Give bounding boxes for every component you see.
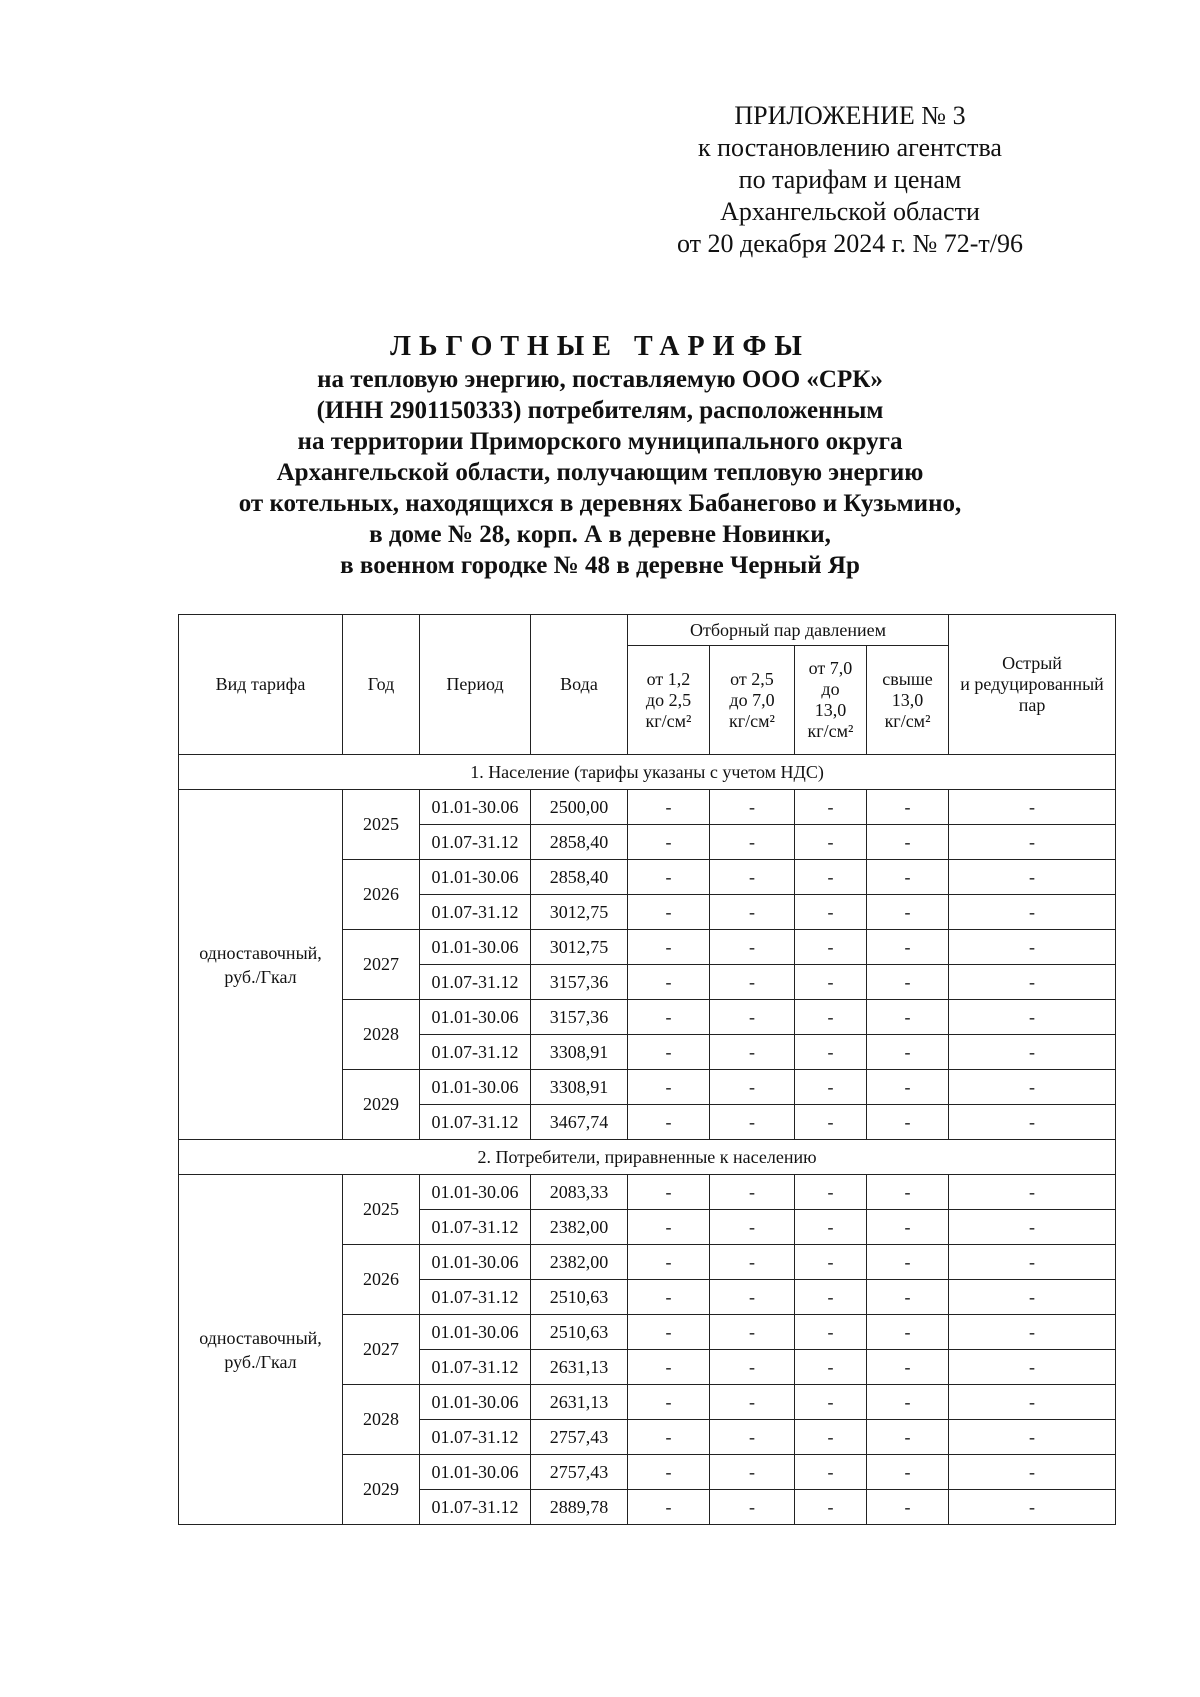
steam-tariff-cell: - — [628, 965, 710, 1000]
steam-tariff-cell: - — [710, 1245, 795, 1280]
steam-tariff-cell: - — [949, 1000, 1116, 1035]
steam-tariff-cell: - — [710, 1385, 795, 1420]
steam-tariff-cell: - — [628, 1105, 710, 1140]
appendix-number: ПРИЛОЖЕНИЕ № 3 — [734, 101, 966, 130]
period-cell: 01.01-30.06 — [420, 1455, 531, 1490]
steam-tariff-cell: - — [949, 1105, 1116, 1140]
steam-tariff-cell: - — [628, 1070, 710, 1105]
steam-tariff-cell: - — [710, 1420, 795, 1455]
table-row — [179, 1175, 1116, 1210]
steam-tariff-cell: - — [710, 1105, 795, 1140]
header-period: Период — [420, 615, 531, 755]
steam-tariff-cell: - — [795, 1175, 867, 1210]
header-text-line: от 2,5 — [730, 668, 774, 689]
header-sharp-steam — [949, 615, 1116, 755]
steam-tariff-cell: - — [867, 895, 949, 930]
section-row — [179, 755, 1116, 790]
steam-tariff-cell: - — [710, 1175, 795, 1210]
water-tariff-cell: 2757,43 — [531, 1420, 628, 1455]
header-steam-1-2-5 — [628, 646, 710, 755]
tariff-type-line: руб./Гкал — [224, 1351, 297, 1372]
water-tariff-cell: 3157,36 — [531, 965, 628, 1000]
header-text-line: до 7,0 — [729, 689, 775, 710]
section-row — [179, 1140, 1116, 1175]
steam-tariff-cell: - — [949, 825, 1116, 860]
steam-tariff-cell: - — [795, 895, 867, 930]
steam-tariff-cell: - — [867, 1455, 949, 1490]
steam-tariff-cell: - — [795, 1245, 867, 1280]
steam-tariff-cell: - — [628, 1035, 710, 1070]
steam-tariff-cell: - — [628, 825, 710, 860]
steam-tariff-cell: - — [795, 930, 867, 965]
steam-tariff-cell: - — [867, 930, 949, 965]
steam-tariff-cell: - — [710, 965, 795, 1000]
steam-tariff-cell: - — [949, 1350, 1116, 1385]
steam-tariff-cell: - — [710, 790, 795, 825]
steam-tariff-cell: - — [867, 1105, 949, 1140]
water-tariff-cell: 2631,13 — [531, 1385, 628, 1420]
steam-tariff-cell: - — [949, 895, 1116, 930]
steam-tariff-cell: - — [628, 1280, 710, 1315]
section-title: 2. Потребители, приравненные к населению — [179, 1140, 1116, 1175]
period-cell: 01.07-31.12 — [420, 825, 531, 860]
title-line: (ИНН 2901150333) потребителям, расположенным — [316, 397, 884, 424]
steam-tariff-cell: - — [710, 1455, 795, 1490]
steam-tariff-cell: - — [867, 1420, 949, 1455]
period-cell: 01.01-30.06 — [420, 1315, 531, 1350]
tariff-type-cell — [179, 790, 343, 1140]
steam-tariff-cell: - — [628, 1490, 710, 1525]
title-line: на тепловую энергию, поставляемую ООО «СРК» — [317, 366, 883, 393]
steam-tariff-cell: - — [867, 1035, 949, 1070]
header-tariff-type: Вид тарифа — [179, 615, 343, 755]
period-cell: 01.01-30.06 — [420, 860, 531, 895]
title-line: в доме № 28, корп. А в деревне Новинки, — [369, 521, 831, 548]
tariff-type-line: одноставочный, — [199, 1327, 322, 1348]
period-cell: 01.07-31.12 — [420, 1035, 531, 1070]
steam-tariff-cell: - — [710, 1280, 795, 1315]
header-text-line: Острый — [1002, 653, 1062, 673]
steam-tariff-cell: - — [867, 1000, 949, 1035]
steam-tariff-cell: - — [949, 1420, 1116, 1455]
water-tariff-cell: 2500,00 — [531, 790, 628, 825]
steam-tariff-cell: - — [795, 1455, 867, 1490]
header-water: Вода — [531, 615, 628, 755]
water-tariff-cell: 2083,33 — [531, 1175, 628, 1210]
tariff-type-cell — [179, 1175, 343, 1525]
steam-tariff-cell: - — [628, 1455, 710, 1490]
steam-tariff-cell: - — [628, 1315, 710, 1350]
steam-tariff-cell: - — [795, 1035, 867, 1070]
water-tariff-cell: 3308,91 — [531, 1070, 628, 1105]
steam-tariff-cell: - — [867, 1315, 949, 1350]
water-tariff-cell: 3467,74 — [531, 1105, 628, 1140]
water-tariff-cell: 2631,13 — [531, 1350, 628, 1385]
steam-tariff-cell: - — [867, 1385, 949, 1420]
steam-tariff-cell: - — [628, 1000, 710, 1035]
steam-tariff-cell: - — [867, 1490, 949, 1525]
period-cell: 01.07-31.12 — [420, 1280, 531, 1315]
steam-tariff-cell: - — [867, 1280, 949, 1315]
steam-tariff-cell: - — [710, 895, 795, 930]
steam-tariff-cell: - — [710, 1490, 795, 1525]
steam-tariff-cell: - — [795, 1105, 867, 1140]
steam-tariff-cell: - — [710, 1035, 795, 1070]
period-cell: 01.07-31.12 — [420, 895, 531, 930]
year-cell: 2026 — [343, 1245, 420, 1315]
appendix-date: от 20 декабря 2024 г. № 72-т/96 — [676, 229, 1024, 258]
steam-tariff-cell: - — [949, 1280, 1116, 1315]
period-cell: 01.01-30.06 — [420, 790, 531, 825]
steam-tariff-cell: - — [710, 1210, 795, 1245]
section-title: 1. Население (тарифы указаны с учетом НДС) — [179, 755, 1116, 790]
steam-tariff-cell: - — [949, 1210, 1116, 1245]
header-text-line: свыше — [882, 668, 933, 689]
steam-tariff-cell: - — [710, 1070, 795, 1105]
water-tariff-cell: 3157,36 — [531, 1000, 628, 1035]
period-cell: 01.01-30.06 — [420, 1175, 531, 1210]
steam-tariff-cell: - — [795, 1280, 867, 1315]
steam-tariff-cell: - — [949, 1070, 1116, 1105]
header-year: Год — [343, 615, 420, 755]
year-cell: 2027 — [343, 930, 420, 1000]
steam-tariff-cell: - — [949, 1385, 1116, 1420]
header-text-line: кг/см² — [645, 710, 692, 731]
water-tariff-cell: 3012,75 — [531, 930, 628, 965]
title-line: Архангельской области, получающим тепловую энергию — [276, 459, 924, 486]
table-row — [179, 790, 1116, 825]
tariff-type-line: одноставочный, — [199, 942, 322, 963]
water-tariff-cell: 2858,40 — [531, 825, 628, 860]
steam-tariff-cell: - — [628, 1210, 710, 1245]
steam-tariff-cell: - — [795, 1210, 867, 1245]
year-cell: 2027 — [343, 1315, 420, 1385]
water-tariff-cell: 2510,63 — [531, 1315, 628, 1350]
steam-tariff-cell: - — [795, 825, 867, 860]
document-title — [150, 330, 1050, 581]
steam-tariff-cell: - — [795, 860, 867, 895]
period-cell: 01.07-31.12 — [420, 965, 531, 1000]
period-cell: 01.01-30.06 — [420, 930, 531, 965]
tariff-body — [179, 755, 1116, 1525]
header-steam-2-5-7 — [710, 646, 795, 755]
steam-tariff-cell: - — [795, 1490, 867, 1525]
title-line: на территории Приморского муниципального округа — [297, 428, 903, 455]
steam-tariff-cell: - — [795, 1385, 867, 1420]
steam-tariff-cell: - — [949, 860, 1116, 895]
year-cell: 2029 — [343, 1455, 420, 1525]
title-line: от котельных, находящихся в деревнях Бабанегово и Кузьмино, — [238, 490, 962, 517]
steam-tariff-cell: - — [867, 1175, 949, 1210]
water-tariff-cell: 2858,40 — [531, 860, 628, 895]
header-steam-group: Отборный пар давлением — [628, 615, 949, 646]
period-cell: 01.01-30.06 — [420, 1385, 531, 1420]
period-cell: 01.07-31.12 — [420, 1350, 531, 1385]
water-tariff-cell: 2510,63 — [531, 1280, 628, 1315]
year-cell: 2028 — [343, 1385, 420, 1455]
year-cell: 2025 — [343, 790, 420, 860]
steam-tariff-cell: - — [949, 1035, 1116, 1070]
title-line: в военном городке № 48 в деревне Черный Яр — [340, 552, 860, 579]
steam-tariff-cell: - — [710, 930, 795, 965]
year-cell: 2029 — [343, 1070, 420, 1140]
title-main: ЛЬГОТНЫЕ ТАРИФЫ — [390, 331, 810, 362]
steam-tariff-cell: - — [628, 1245, 710, 1280]
period-cell: 01.07-31.12 — [420, 1420, 531, 1455]
period-cell: 01.01-30.06 — [420, 1070, 531, 1105]
steam-tariff-cell: - — [867, 860, 949, 895]
header-text-line: и редуцированный — [960, 674, 1104, 694]
appendix-header — [640, 100, 1060, 260]
header-text-line: 13,0 — [814, 700, 847, 720]
header-steam-7-13 — [795, 646, 867, 755]
header-text-line: пар — [1018, 695, 1046, 715]
steam-tariff-cell: - — [795, 1315, 867, 1350]
header-text-line: до — [821, 679, 840, 699]
water-tariff-cell: 2382,00 — [531, 1210, 628, 1245]
steam-tariff-cell: - — [867, 825, 949, 860]
steam-tariff-cell: - — [628, 1350, 710, 1385]
steam-tariff-cell: - — [795, 1000, 867, 1035]
steam-tariff-cell: - — [867, 1245, 949, 1280]
period-cell: 01.07-31.12 — [420, 1210, 531, 1245]
header-text-line: от 7,0 — [808, 658, 853, 678]
header-text-line: кг/см² — [729, 710, 775, 731]
steam-tariff-cell: - — [949, 1245, 1116, 1280]
appendix-ref-line: по тарифам и ценам — [738, 165, 962, 194]
header-text-line: от 1,2 — [646, 668, 691, 689]
header-text-line: кг/см² — [884, 710, 931, 731]
period-cell: 01.07-31.12 — [420, 1105, 531, 1140]
year-cell: 2028 — [343, 1000, 420, 1070]
steam-tariff-cell: - — [867, 790, 949, 825]
steam-tariff-cell: - — [710, 1350, 795, 1385]
steam-tariff-cell: - — [949, 930, 1116, 965]
steam-tariff-cell: - — [867, 1350, 949, 1385]
appendix-ref-line: Архангельской области — [720, 197, 980, 226]
water-tariff-cell: 3308,91 — [531, 1035, 628, 1070]
steam-tariff-cell: - — [949, 965, 1116, 1000]
steam-tariff-cell: - — [628, 790, 710, 825]
steam-tariff-cell: - — [949, 1315, 1116, 1350]
steam-tariff-cell: - — [795, 1070, 867, 1105]
steam-tariff-cell: - — [628, 1420, 710, 1455]
steam-tariff-cell: - — [795, 1350, 867, 1385]
steam-tariff-cell: - — [628, 895, 710, 930]
header-text-line: 13,0 — [891, 689, 924, 710]
steam-tariff-cell: - — [867, 965, 949, 1000]
water-tariff-cell: 2889,78 — [531, 1490, 628, 1525]
steam-tariff-cell: - — [710, 1000, 795, 1035]
year-cell: 2026 — [343, 860, 420, 930]
steam-tariff-cell: - — [628, 930, 710, 965]
steam-tariff-cell: - — [795, 1420, 867, 1455]
header-text-line: кг/см² — [807, 721, 854, 741]
steam-tariff-cell: - — [628, 1385, 710, 1420]
year-cell: 2025 — [343, 1175, 420, 1245]
period-cell: 01.01-30.06 — [420, 1000, 531, 1035]
steam-tariff-cell: - — [795, 790, 867, 825]
header-text-line: до 2,5 — [645, 689, 692, 710]
steam-tariff-cell: - — [628, 1175, 710, 1210]
steam-tariff-cell: - — [795, 965, 867, 1000]
steam-tariff-cell: - — [949, 1175, 1116, 1210]
steam-tariff-cell: - — [949, 790, 1116, 825]
water-tariff-cell: 2382,00 — [531, 1245, 628, 1280]
steam-tariff-cell: - — [628, 860, 710, 895]
steam-tariff-cell: - — [710, 1315, 795, 1350]
steam-tariff-cell: - — [867, 1070, 949, 1105]
appendix-ref-line: к постановлению агентства — [698, 133, 1002, 162]
steam-tariff-cell: - — [710, 825, 795, 860]
steam-tariff-cell: - — [949, 1490, 1116, 1525]
steam-tariff-cell: - — [867, 1210, 949, 1245]
steam-tariff-cell: - — [949, 1455, 1116, 1490]
water-tariff-cell: 2757,43 — [531, 1455, 628, 1490]
period-cell: 01.01-30.06 — [420, 1245, 531, 1280]
period-cell: 01.07-31.12 — [420, 1490, 531, 1525]
water-tariff-cell: 3012,75 — [531, 895, 628, 930]
tariff-type-line: руб./Гкал — [224, 966, 297, 987]
steam-tariff-cell: - — [710, 860, 795, 895]
header-steam-over-13 — [867, 646, 949, 755]
tariff-table — [178, 614, 1116, 1525]
